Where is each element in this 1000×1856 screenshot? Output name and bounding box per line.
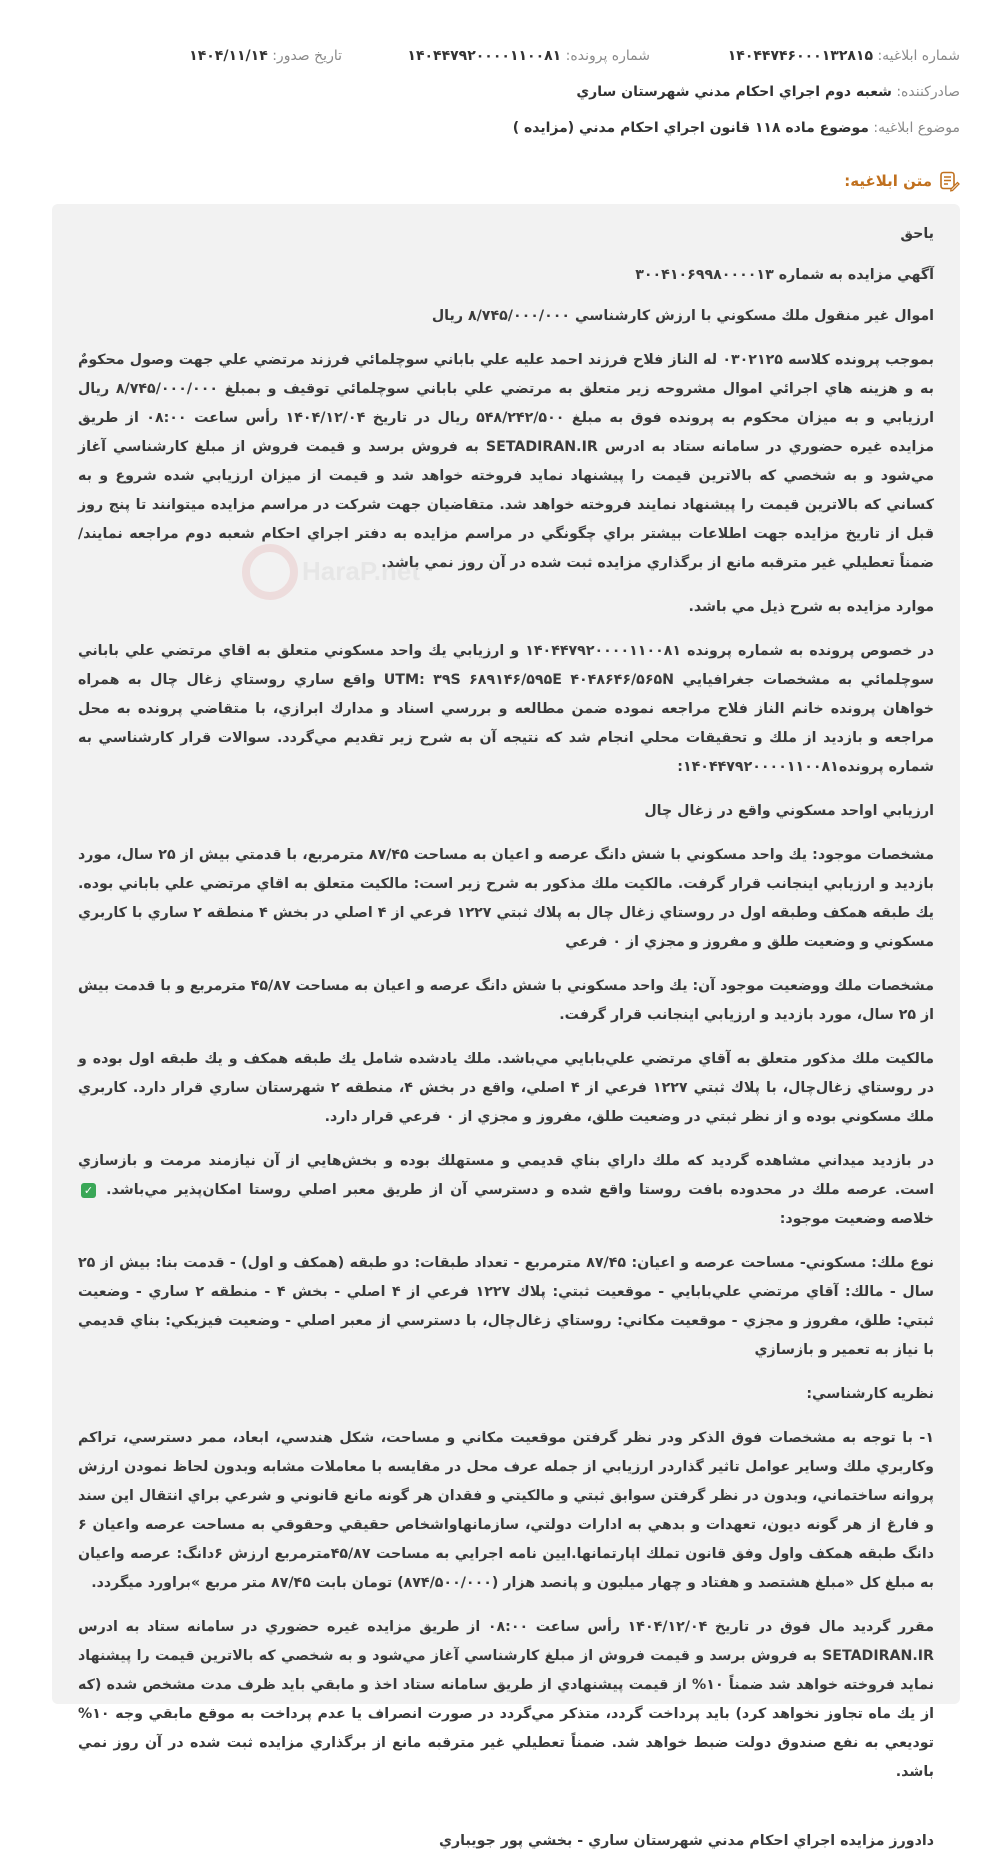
issuer-value: شعبه دوم اجراي احكام مدني شهرستان ساري xyxy=(576,84,892,100)
notice-text-label: متن ابلاغيه: xyxy=(844,172,932,190)
notice-text-heading xyxy=(844,170,960,192)
notice-body xyxy=(52,204,960,1849)
document-edit-icon xyxy=(938,170,960,192)
subject-value: موضوع ماده ۱۱۸ قانون اجراي احكام مدني (مزايده ) xyxy=(512,120,869,136)
watermark-logo: HaraP.net xyxy=(242,542,392,602)
auction-items-intro: موارد مزايده به شرح ذيل مي باشد. xyxy=(688,599,934,615)
field-visit-paragraph xyxy=(78,1147,934,1234)
ownership-paragraph: مالكيت ملك مذكور متعلق به آقاي مرتضي علي‌بابايي مي‌باشد. ملك يادشده شامل يك طبقه همكف و يك طبقه اول بوده و در روستاي زغال‌چال، با پلاك ثبتي ۱۲۲۷ فرعي از ۴ اصلي، واقع در بخش ۴، منطقه ۲ شهرستان ساري قرار دارد. كاربري ملك مسكوني بوده و از نظر ثبتي در وضعيت طلق، مفروز و مجزي از ۰ فرعي قرار دارد. xyxy=(78,1051,934,1125)
notice-number-label: شماره ابلاغيه: xyxy=(877,48,960,64)
issue-date-label: تاریخ صدور: xyxy=(272,48,342,64)
subject-field xyxy=(513,120,960,136)
body-opening: ياحق xyxy=(900,226,934,242)
case-number-label: شماره پرونده: xyxy=(565,48,650,64)
issuer-field xyxy=(576,84,960,100)
expert-opinion-paragraph: ۱- با توجه به مشخصات فوق الذكر ودر نظر گرفتن موقعيت مكاني و مساحت، شكل هندسي، ابعاد، ممر دسترسي، تراكم وكاربري ملك وساير عوامل تاثير گذاردر ارزيابي از جمله عرف محل در مقايسه با معاملات مشابه وبدون لحاظ نمودن ارزش پروانه ساختماني، وبدون در نظر گرفتن سوابق ثبتي و مالكيتي و فقدان هر گونه مانع قانوني و شرعي براي انتقال اين سند و فارغ از هر گونه ديون، تعهدات و بدهي به ادارات دولتي، سازمانهاواشخاص حقيقي وحقوقي به مساحت عرصه واعيان ۶ دانگ طبقه همكف واول وفق قانون تملك اپارتمانها.ايين نامه اجرايي به مساحت ۴۵/۸۷مترمربع ارزش ۶دانگ: عرصه واعيان به مبلغ كل «مبلغ هشتصد و هفتاد و چهار ميليون و پانصد هزار (۸۷۴/۵۰۰/۰۰۰) تومان بابت ۸۷/۴۵ متر مربع »براورد ميگردد. xyxy=(78,1430,934,1591)
notice-meta-row xyxy=(40,48,960,68)
expert-opinion-heading: نظريه كارشناسي: xyxy=(806,1386,934,1402)
subject-label: موضوع ابلاغيه: xyxy=(873,120,960,136)
signature-line: دادورز مزايده اجراي احكام مدني شهرستان ساري - بخشي پور جويباري xyxy=(439,1833,934,1849)
status-summary-label: خلاصه وضعيت موجود: xyxy=(779,1211,934,1227)
issue-date-field xyxy=(189,48,342,64)
sale-terms-paragraph: مقرر گرديد مال فوق در تاريخ ۱۴۰۴/۱۲/۰۴ رأس ساعت ۰۸:۰۰ از طريق مزايده غيره حضوري در سامانه ستاد به ادرس SETADIRAN.IR به فروش برسد و قيمت فروش از مبلغ كارشناسي آغاز مي‌شود و به شخصي كه بالاترين قيمت را پيشنهاد نمايد فروخته خواهد شد ضمناً ۱۰% از قيمت پيشنهادي از طريق سامانه ستاد اخذ و مابقي بايد ظرف مدت مشخص شده (كه از يك ماه تجاوز نخواهد كرد) بايد پرداخت گردد، متذكر مي‌گردد در صورت انصراف يا عدم پرداخت به موقع مابقي وجه ۱۰% توديعي به نفع صندوق دولت ضبط خواهد شد. ضمناً تعطيلي غير مترقبه مانع از برگذاري مزايده ثبت شده در آن روز نمي باشد. xyxy=(78,1619,934,1780)
issue-date-value: ۱۴۰۴/۱۱/۱۴ xyxy=(189,48,268,64)
issuer-label: صادرکننده: xyxy=(896,84,960,100)
case-details-paragraph: در خصوص پرونده به شماره پرونده ۱۴۰۴۴۷۹۲۰۰۰۰۱۱۰۰۸۱ و ارزيابي يك واحد مسكوني متعلق به اقاي مرتضي علي باباني سوچلمائي به مشخصات جغرافيايي UTM: ۳۹S ۶۸۹۱۴۶/۵۹۵E ۴۰۴۸۶۴۶/۵۶۵N واقع ساري روستاي زغال چال به همراه خواهان پرونده خانم الناز فلاح مراجعه نموده ضمن مطالعه و بررسي اسناد و مدارك ابرازي، با متقاضي پرونده به محل مراجعه و بازديد از ملك و تحقيقات محلي انجام شد كه نتيجه آن به شرح زير تقديم مي‌گردد. سوالات قرار كارشناسي به شماره پرونده۱۴۰۴۴۷۹۲۰۰۰۰۱۱۰۰۸۱: xyxy=(78,643,935,775)
property-value-line: اموال غير منقول ملك مسكوني با ارزش كارشناسي ۸/۷۴۵/۰۰۰/۰۰۰ ريال xyxy=(431,308,934,324)
auction-terms-paragraph: بموجب پرونده كلاسه ۰۳۰۲۱۲۵ له الناز فلاح فرزند احمد عليه علي باباني سوچلمائي فرزند مرتضي علي جهت وصول محكومٌ به و هزينه هاي اجرائي اموال مشروحه زير متعلق به مرتضي علي باباني سوچلمائي توقيف و بمبلغ ۸/۷۴۵/۰۰۰/۰۰۰ ريال ارزيابي و به ميزان محكوم به پرونده فوق به مبلغ ۵۴۸/۲۴۲/۵۰۰ ريال در تاريخ ۱۴۰۴/۱۲/۰۴ رأس ساعت ۰۸:۰۰ از طريق مزايده غيره حضوري در سامانه ستاد به ادرس SETADIRAN.IR به فروش برسد و قيمت فروش از مبلغ كارشناسي آغاز مي‌شود و به شخصي كه بالاترين قيمت را پيشنهاد نمايد فروخته خواهد شد و قيمت از ميزان ارزيابي شده شروع و به كساني كه بالاترين قيمت را پيشنهاد نمايند فروخته خواهد شد. متقاضيان جهت شركت در مراسم مزايده ميتوانند تا پنج روز قبل از تاريخ مزايده جهت اطلاعات بيشتر براي چگونگي در مراسم مزايده به دفتر اجراي احكام شعبه دوم مراجعه نمايند/ ضمناً تعطيلي غير مترقبه مانع از برگذاري مزايده ثبت شده در آن روز نمي باشد. xyxy=(78,352,935,571)
case-number-value: ۱۴۰۴۴۷۹۲۰۰۰۰۱۱۰۰۸۱ xyxy=(407,48,562,64)
property-summary-paragraph: نوع ملك: مسكوني- مساحت عرصه و اعيان: ۸۷/۴۵ مترمربع - تعداد طبقات: دو طبقه (همكف و اول) - قدمت بنا: بيش از ۲۵ سال - مالك: آقاي مرتضي علي‌بابايي - موقعيت ثبتي: پلاك ۱۲۲۷ فرعي از ۴ اصلي - بخش ۴ - منطقه ۲ ساري - وضعيت ثبتي: طلق، مفروز و مجزي - موقعيت مكاني: روستاي زغال‌چال، با دسترسي از معبر اصلي - وضعيت فيزيكي: بناي قديمي با نياز به تعمير و بازسازي xyxy=(78,1255,934,1358)
existing-specs-paragraph: مشخصات موجود: يك واحد مسكوني با شش دانگ عرصه و اعيان به مساحت ۸۷/۴۵ مترمربع، با قدمتي بيش از ۲۵ سال، مورد بازديد و ارزيابي اينجانب قرار گرفت. مالكيت ملك مذكور به شرح زير است: مالكيت متعلق به اقاي مرتضي علي باباني بوده. يك طبقه همكف وطبقه اول در روستاي زغال چال به پلاك ثبتي ۱۲۲۷ فرعي از ۴ اصلي در بخش ۴ منطقه ۲ ساري با كاربري مسكوني و وضعيت طلق و مفروز و مجزي از ۰ فرعي xyxy=(78,847,934,950)
auction-number: آگهي مزايده به شماره ۳۰۰۴۱۰۶۹۹۸۰۰۰۰۱۳ xyxy=(635,267,934,283)
case-number-field xyxy=(407,48,650,64)
notice-number-field xyxy=(728,48,960,64)
notice-number-value: ۱۴۰۴۴۷۴۶۰۰۰۱۳۲۸۱۵ xyxy=(727,48,873,64)
property-status-paragraph: مشخصات ملك ووضعيت موجود آن: يك واحد مسكوني با شش دانگ عرصه و اعيان به مساحت ۴۵/۸۷ مترمربع و با قدمت بيش از ۲۵ سال، مورد بازديد و ارزيابي اينجانب قرار گرفت. xyxy=(78,978,934,1023)
check-icon: ✓ xyxy=(81,1183,96,1198)
valuation-heading: ارزيابي اواحد مسكوني واقع در زغال چال xyxy=(644,803,934,819)
field-visit-text: در بازديد ميداني مشاهده گرديد كه ملك داراي بناي قديمي و مستهلك بوده و بخش‌هايي از آن نيازمند مرمت و بازسازي است. عرصه ملك در محدوده بافت روستا واقع شده و دسترسي آن از طريق معبر اصلي روستا امكان‌پذير مي‌باشد. xyxy=(78,1153,934,1198)
